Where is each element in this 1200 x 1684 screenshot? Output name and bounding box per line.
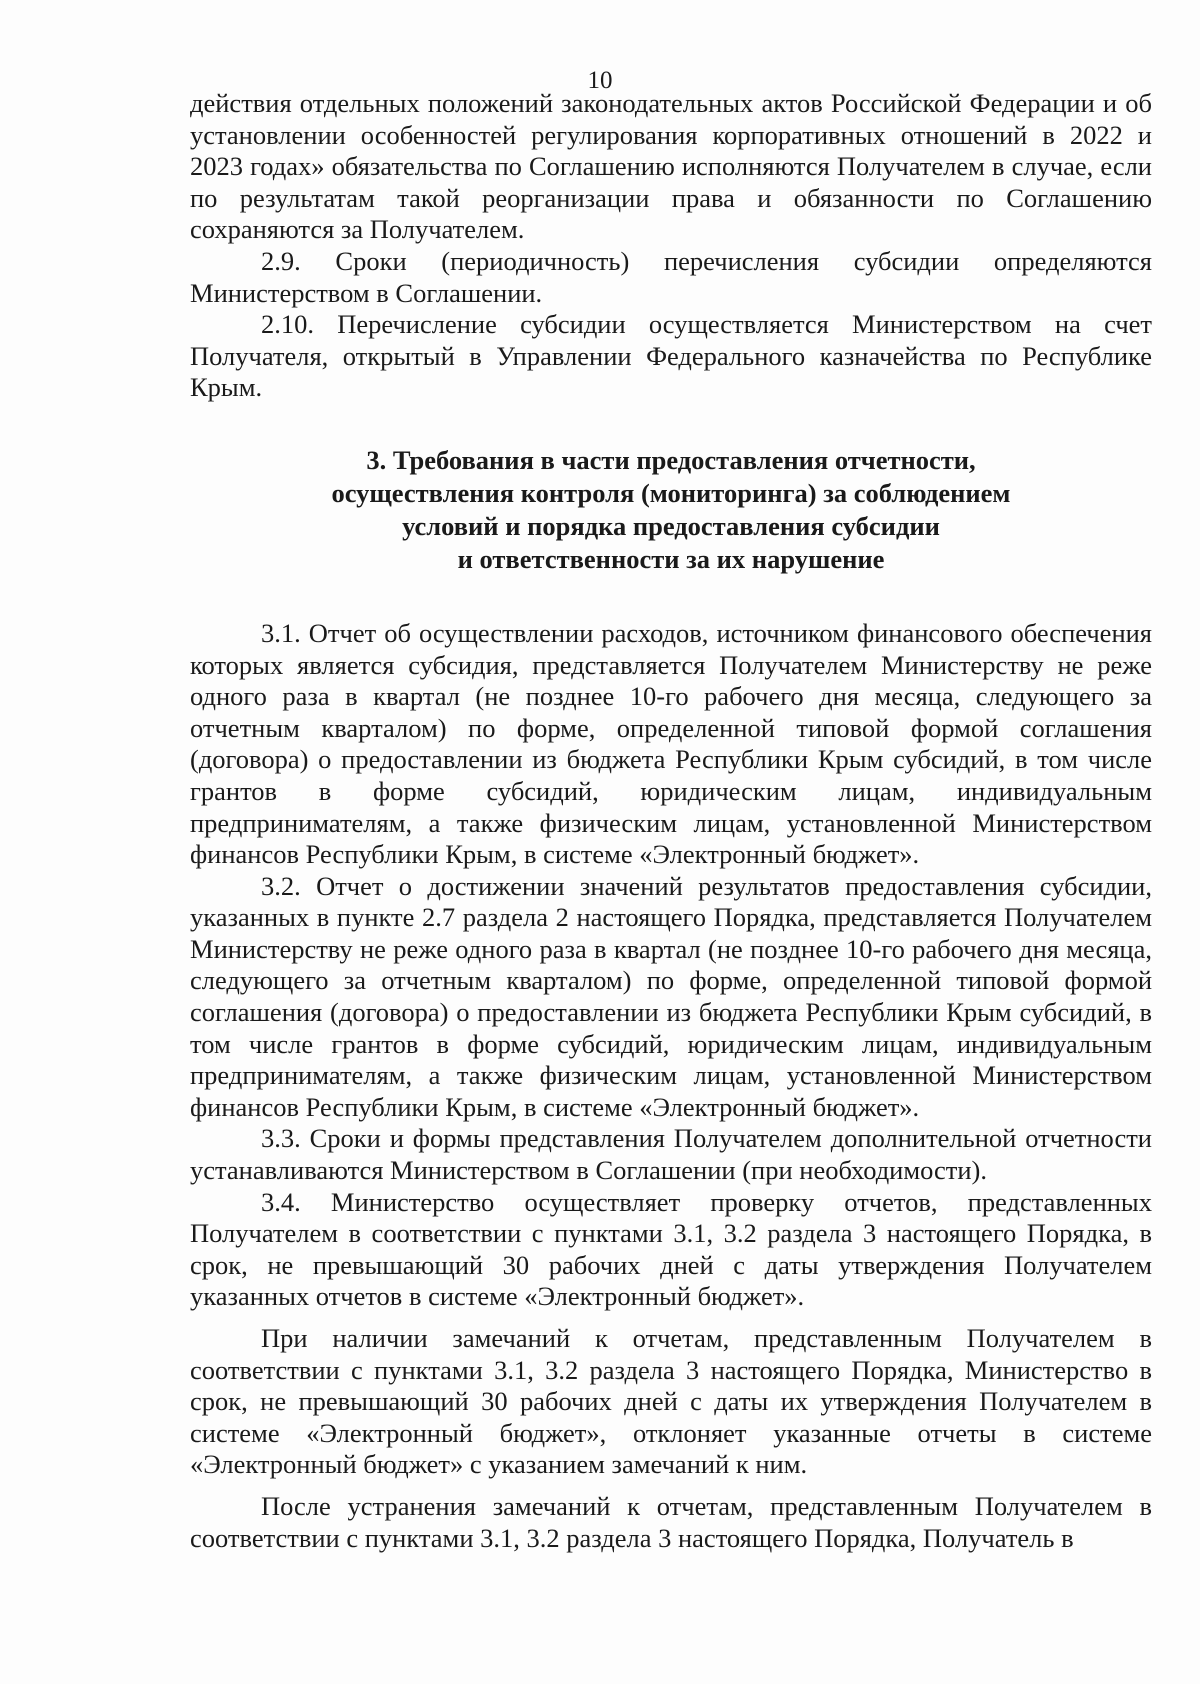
document-body xyxy=(190,88,1152,1554)
section-heading-line: условий и порядка предоставления субсидии xyxy=(402,510,940,541)
paragraph-continuation: действия отдельных положений законодательных актов Российской Федерации и об установлении особенностей регулирования корпоративных отношений в 2022 и 2023 годах» обязательства по Соглашению исполняются Получателем в случае, если по результатам такой реорганизации права и обязанности по Соглашению сохраняются за Получателем. xyxy=(190,88,1152,245)
paragraph-after-remarks: После устранения замечаний к отчетам, представленным Получателем в соответствии с пунктами 3.1, 3.2 раздела 3 настоящего Порядка, Получатель в xyxy=(190,1490,1152,1553)
paragraph-3-3: 3.3. Сроки и формы представления Получателем дополнительной отчетности устанавливаются Министерством в Соглашении (при необходимости). xyxy=(190,1123,1152,1186)
section-heading-line: 3. Требования в части предоставления отчетности, xyxy=(366,444,976,475)
paragraph-2-10: 2.10. Перечисление субсидии осуществляется Министерством на счет Получателя, открытый в Управлении Федерального казначейства по Республике Крым. xyxy=(190,309,1152,403)
section-3-heading xyxy=(190,444,1152,576)
paragraph-2-9: 2.9. Сроки (периодичность) перечисления субсидии определяются Министерством в Соглашении. xyxy=(190,245,1152,308)
section-heading-line: осуществления контроля (мониторинга) за соблюдением xyxy=(331,477,1011,508)
paragraph-3-1: 3.1. Отчет об осуществлении расходов, источником финансового обеспечения которых является субсидия, представляется Получателем Министерству не реже одного раза в квартал (не позднее 10-го рабочего дня месяца, следующего за отчетным кварталом) по форме, определенной типовой формой соглашения (договора) о предоставлении из бюджета Республики Крым субсидий, в том числе грантов в форме субсидий, юридическим лицам, индивидуальным предпринимателям, а также физическим лицам, установленной Министерством финансов Республики Крым, в системе «Электронный бюджет». xyxy=(190,617,1152,870)
paragraph-3-4: 3.4. Министерство осуществляет проверку отчетов, представленных Получателем в соответствии с пунктами 3.1, 3.2 раздела 3 настоящего Порядка, в срок, не превышающий 30 рабочих дней с даты утверждения Получателем указанных отчетов в системе «Электронный бюджет». xyxy=(190,1186,1152,1312)
paragraph-3-2: 3.2. Отчет о достижении значений результатов предоставления субсидии, указанных в пункте 2.7 раздела 2 настоящего Порядка, представляется Получателем Министерству не реже одного раза в квартал (не позднее 10-го рабочего дня месяца, следующего за отчетным кварталом) по форме, определенной типовой формой соглашения (договора) о предоставлении из бюджета Республики Крым субсидий, в том числе грантов в форме субсидий, юридическим лицам, индивидуальным предпринимателям, а также физическим лицам, установленной Министерством финансов Республики Крым, в системе «Электронный бюджет». xyxy=(190,870,1152,1122)
paragraph-remarks: При наличии замечаний к отчетам, представленным Получателем в соответствии с пунктами 3.1, 3.2 раздела 3 настоящего Порядка, Министерство в срок, не превышающий 30 рабочих дней с даты их утверждения Получателем в системе «Электронный бюджет», отклоняет указанные отчеты в системе «Электронный бюджет» с указанием замечаний к ним. xyxy=(190,1323,1152,1480)
section-heading-line: и ответственности за их нарушение xyxy=(457,543,885,574)
page-number: 10 xyxy=(587,67,613,94)
